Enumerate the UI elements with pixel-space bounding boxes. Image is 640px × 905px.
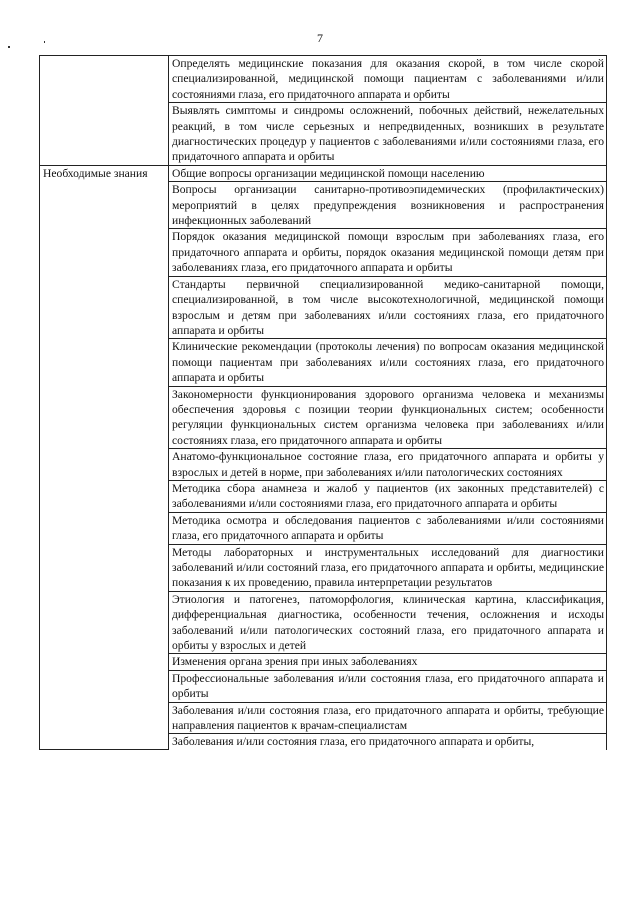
table-cell: Профессиональные заболевания и/или состояния глаза, его придаточного аппарата и орбиты bbox=[169, 670, 607, 702]
table-cell: Вопросы организации санитарно-противоэпидемических (профилактических) мероприятий в целях предупреждения возникновения и распространения инфекционных заболеваний bbox=[169, 182, 607, 229]
table-cell: Клинические рекомендации (протоколы лечения) по вопросам оказания медицинской помощи пациентам при заболеваниях и/или состояниях глаза, его придаточного аппарата и орбиты bbox=[169, 339, 607, 386]
table-cell: Этиология и патогенез, патоморфология, клиническая картина, классификация, дифференциальная диагностика, особенности течения, осложнения и исходы заболеваний и/или патологических состояний глаза, его придаточного аппарата и орбиты у взрослых и детей bbox=[169, 591, 607, 654]
table-cell: Методика сбора анамнеза и жалоб у пациентов (их законных представителей) с заболеваниями и/или состояниями глаза, его придаточного аппарата и орбиты bbox=[169, 480, 607, 512]
table-cell: Методы лабораторных и инструментальных исследований для диагностики заболеваний и/или состояний глаза, его придаточного аппарата и орбиты, медицинские показания к их проведению, правила интерпретации результатов bbox=[169, 544, 607, 591]
table-cell: Анатомо-функциональное состояние глаза, его придаточного аппарата и орбиты у взрослых и детей в норме, при заболеваниях и/или патологических состояниях bbox=[169, 449, 607, 481]
table-cell: Методика осмотра и обследования пациентов с заболеваниями и/или состояниями глаза, его придаточного аппарата и орбиты bbox=[169, 512, 607, 544]
table-cell: Порядок оказания медицинской помощи взрослым при заболеваниях глаза, его придаточного аппарата и орбиты, порядок оказания медицинской помощи детям при заболеваниях глаза, его придаточного аппарата и орбиты bbox=[169, 229, 607, 276]
table-cell: Выявлять симптомы и синдромы осложнений, побочных действий, нежелательных реакций, в том числе серьезных и непредвиденных, возникших в результате диагностических процедур у пациентов с заболеваниями и/или состояниями глаза, его придаточного аппарата и орбиты bbox=[169, 103, 607, 166]
scan-speck bbox=[44, 41, 45, 43]
table-row bbox=[40, 165, 607, 181]
table-cell: Стандарты первичной специализированной медико-санитарной помощи, специализированной, в том числе высокотехнологичной, медицинской помощи взрослым и детям при заболеваниях и/или состояниях глаза, его придаточного аппарата и орбиты bbox=[169, 276, 607, 339]
table-cell: Изменения органа зрения при иных заболеваниях bbox=[169, 654, 607, 670]
table-cell: Определять медицинские показания для оказания скорой, в том числе скорой специализированной, медицинской помощи пациентам с заболеваниями и/или состояниями глаза, его придаточного аппарата и орбиты bbox=[169, 56, 607, 103]
competency-table bbox=[39, 55, 607, 750]
knowledge-label-cell: Необходимые знания bbox=[40, 165, 169, 750]
scan-speck bbox=[8, 46, 10, 48]
table-cell: Общие вопросы организации медицинской помощи населению bbox=[169, 165, 607, 181]
page-number: 7 bbox=[317, 31, 323, 45]
empty-label-cell bbox=[40, 56, 169, 166]
table-cell: Заболевания и/или состояния глаза, его придаточного аппарата и орбиты, bbox=[169, 734, 607, 750]
table-row bbox=[40, 56, 607, 103]
table-cell: Заболевания и/или состояния глаза, его придаточного аппарата и орбиты, требующие направления пациентов к врачам-специалистам bbox=[169, 702, 607, 734]
table-cell: Закономерности функционирования здорового организма человека и механизмы обеспечения здоровья с позиции теории функциональных систем; особенности регуляции функциональных систем организма человека при заболеваниях и/или состояниях глаза, его придаточного аппарата и орбиты bbox=[169, 386, 607, 449]
